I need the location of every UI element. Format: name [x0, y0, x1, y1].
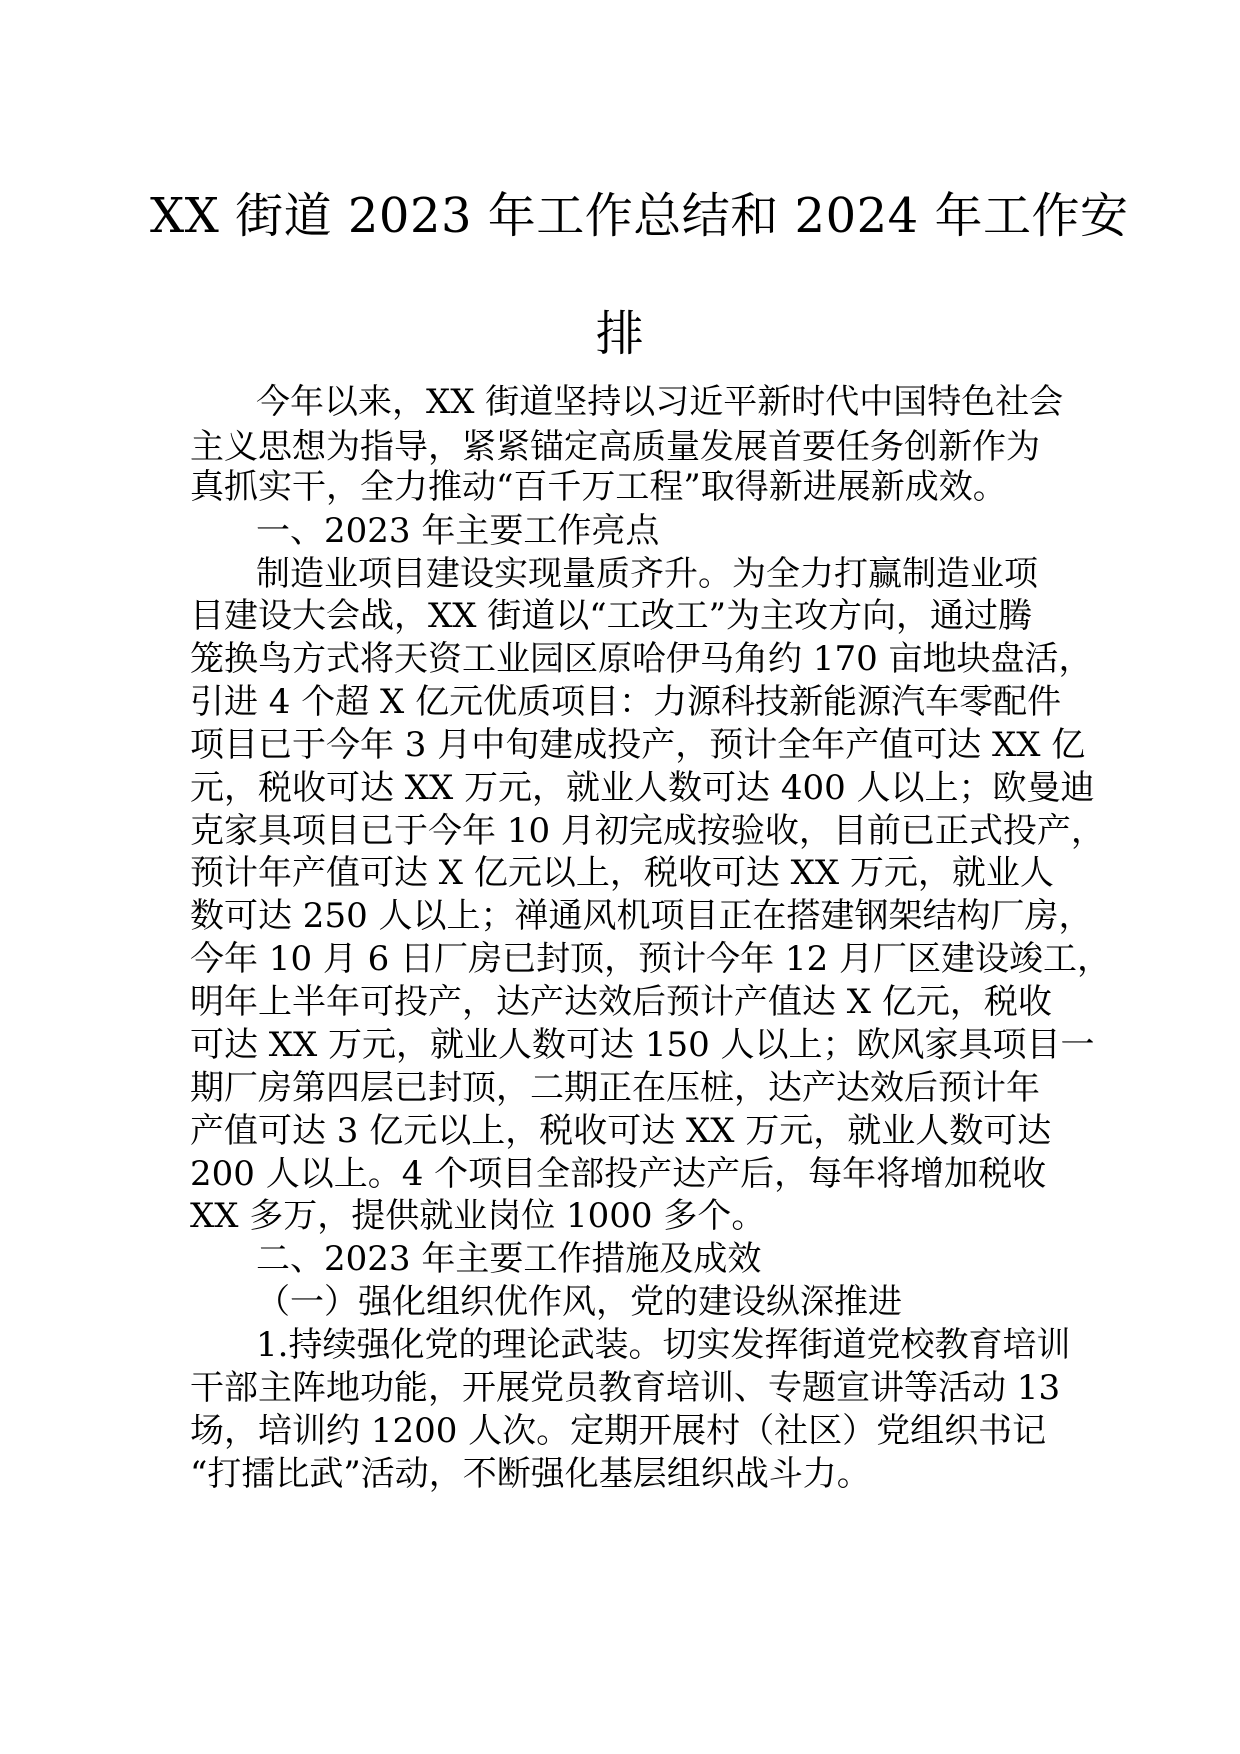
paragraph-line: 明年上半年可投产，达产达效后预计产值达 X 亿元，税收 [190, 982, 1052, 1022]
document-title-line-2: 排 [595, 306, 645, 362]
paragraph-line: XX 多万，提供就业岗位 1000 多个。 [190, 1196, 766, 1236]
document-title-line-1: XX 街道 2023 年工作总结和 2024 年工作安 [150, 188, 1129, 244]
paragraph-line: 今年以来，XX 街道坚持以习近平新时代中国特色社会 [256, 382, 1064, 422]
paragraph-line: 制造业项目建设实现量质齐升。为全力打赢制造业项 [256, 554, 1038, 594]
paragraph-line: 数可达 250 人以上；禅通风机项目正在搭建钢架结构厂房， [190, 896, 1093, 936]
paragraph-line: 干部主阵地功能，开展党员教育培训、专题宣讲等活动 13 [190, 1368, 1061, 1408]
paragraph-line: 目建设大会战，XX 街道以“工改工”为主攻方向，通过腾 [190, 596, 1032, 636]
paragraph-line: 项目已于今年 3 月中旬建成投产，预计全年产值可达 XX 亿 [190, 725, 1086, 765]
paragraph-line: 笼换鸟方式将天资工业园区原哈伊马角约 170 亩地块盘活， [190, 639, 1093, 679]
paragraph-line: 可达 XX 万元，就业人数可达 150 人以上；欧风家具项目一 [190, 1025, 1095, 1065]
paragraph-line: 期厂房第四层已封顶，二期正在压桩，达产达效后预计年 [190, 1068, 1040, 1108]
paragraph-line: 主义思想为指导，紧紧锚定高质量发展首要任务创新作为 [190, 427, 1040, 467]
paragraph-line: 克家具项目已于今年 10 月初完成按验收，目前已正式投产， [190, 811, 1105, 851]
paragraph-line: 今年 10 月 6 日厂房已封顶，预计今年 12 月厂区建设竣工， [190, 939, 1112, 979]
paragraph-line: 200 人以上。4 个项目全部投产达产后，每年将增加税收 [190, 1154, 1047, 1194]
paragraph-line: 引进 4 个超 X 亿元优质项目：力源科技新能源汽车零配件 [190, 682, 1062, 722]
section-heading-1: 一、2023 年主要工作亮点 [256, 511, 660, 551]
subsection-heading: （一）强化组织优作风，党的建设纵深推进 [256, 1282, 902, 1322]
paragraph-line: 1.持续强化党的理论武装。切实发挥街道党校教育培训 [256, 1325, 1071, 1365]
paragraph-line: 产值可达 3 亿元以上，税收可达 XX 万元，就业人数可达 [190, 1111, 1052, 1151]
paragraph-line: “打擂比武”活动，不断强化基层组织战斗力。 [190, 1454, 871, 1494]
paragraph-line: 预计年产值可达 X 亿元以上，税收可达 XX 万元，就业人 [190, 853, 1054, 893]
paragraph-line: 元，税收可达 XX 万元，就业人数可达 400 人以上；欧曼迪 [190, 768, 1095, 808]
section-heading-2: 二、2023 年主要工作措施及成效 [256, 1239, 762, 1279]
paragraph-line: 场，培训约 1200 人次。定期开展村（社区）党组织书记 [190, 1411, 1047, 1451]
paragraph-line: 真抓实干，全力推动“百千万工程”取得新进展新成效。 [190, 467, 1007, 507]
